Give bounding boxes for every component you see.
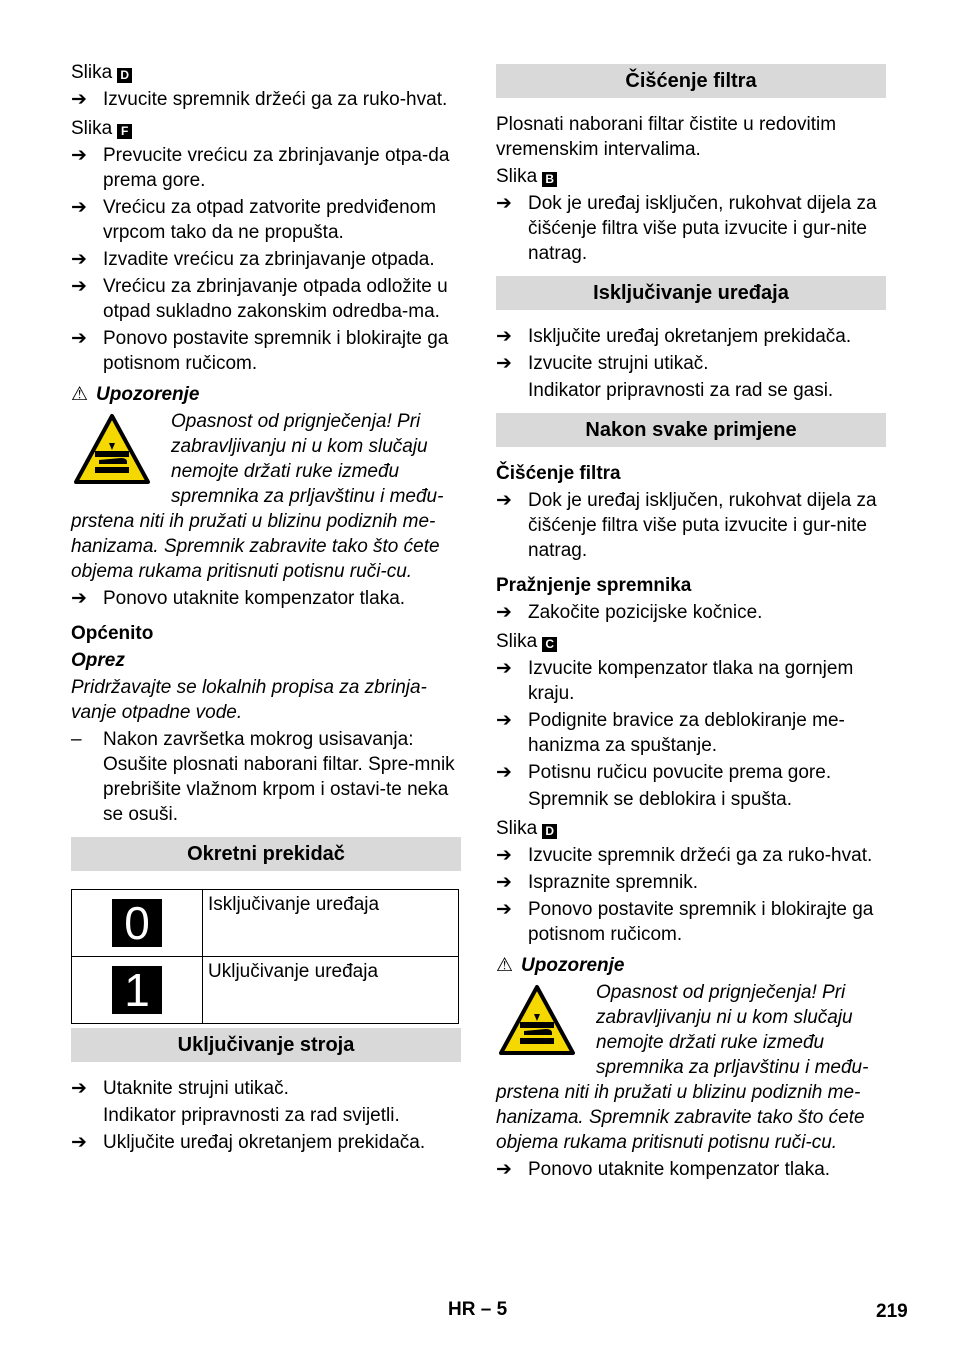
figure-ref-label: Slika: [496, 166, 538, 187]
list-item-text: Vrećicu za zbrinjavanje otpada odložite u otpad sukladno zakonskim odredba-ma.: [103, 276, 448, 322]
figure-letter-badge: D: [542, 824, 557, 839]
switch-label-cell: Isključivanje uređaja: [203, 890, 459, 957]
caution-text: Pridržavajte se lokalnih propisa za zbrinja-vanje otpadne vode.: [71, 677, 427, 723]
warning-title-text: Upozorenje: [521, 955, 625, 976]
arrow-right-icon: ➔: [71, 89, 87, 110]
switch-symbol-cell: [72, 957, 203, 1024]
subheading-emptying: Pražnjenje spremnika: [496, 575, 692, 596]
arrow-right-icon: ➔: [496, 326, 512, 347]
hand-crush-hazard-icon: [73, 413, 151, 485]
paragraph: Plosnati naborani filtar čistite u redovitim vremenskim intervalima.: [496, 114, 837, 160]
list-item: [496, 324, 886, 349]
list-item: [71, 1130, 461, 1155]
figure-ref: [496, 162, 886, 189]
list-item: [496, 760, 886, 785]
arrow-right-icon: ➔: [496, 490, 512, 511]
arrow-right-icon: ➔: [71, 276, 87, 297]
figure-ref: [496, 627, 886, 654]
list-item-text: Utaknite strujni utikač.: [103, 1078, 289, 1099]
list-item: [71, 1076, 461, 1101]
arrow-right-icon: ➔: [71, 197, 87, 218]
section-heading-turn-on: Uključivanje stroja: [71, 1028, 461, 1062]
figure-letter-badge: B: [542, 172, 557, 187]
list-item-text: Prevucite vrećicu za zbrinjavanje otpa-da prema gore.: [103, 145, 450, 191]
list-item: [71, 87, 461, 112]
section-heading-rotary-switch: Okretni prekidač: [71, 837, 461, 871]
switch-table: [71, 889, 459, 1024]
subheading-filter-cleaning: Čišćenje filtra: [496, 463, 621, 484]
figure-letter-badge: F: [117, 124, 132, 139]
list-item-text: Zakočite pozicijske kočnice.: [528, 602, 763, 623]
section-heading-after-use: Nakon svake primjene: [496, 413, 886, 447]
list-item-text: Podignite bravice za deblokiranje me-hanizma za spuštanje.: [528, 710, 845, 756]
list-item: [496, 708, 886, 758]
switch-symbol-cell: [72, 890, 203, 957]
figure-ref: [71, 114, 461, 141]
figure-ref: [71, 58, 461, 85]
table-row: [72, 957, 459, 1024]
list-item: [496, 656, 886, 706]
arrow-right-icon: ➔: [71, 1078, 87, 1099]
figure-letter-badge: D: [117, 68, 132, 83]
list-item-text: Izvucite strujni utikač.: [528, 353, 709, 374]
list-item: [496, 600, 886, 625]
arrow-right-icon: ➔: [71, 588, 87, 609]
arrow-right-icon: ➔: [71, 1132, 87, 1153]
figure-letter-badge: C: [542, 637, 557, 652]
arrow-right-icon: ➔: [71, 328, 87, 349]
info-text: Indikator pripravnosti za rad svijetli.: [103, 1105, 400, 1126]
figure-ref-label: Slika: [496, 818, 538, 839]
list-item-text: Ponovo postavite spremnik i blokirajte ga potisnom ručicom.: [103, 328, 449, 374]
list-item: [496, 191, 886, 266]
list-item-text: Vrećicu za otpad zatvorite predviđenom vrpcom tako da ne propušta.: [103, 197, 437, 243]
warning-title: [496, 953, 886, 978]
subheading-general: Općenito: [71, 623, 154, 644]
table-row: [72, 890, 459, 957]
arrow-right-icon: ➔: [496, 1159, 512, 1180]
list-item-text: Dok je uređaj isključen, rukohvat dijela za čišćenje filtra više puta izvucite i gur-nite natrag.: [528, 490, 877, 561]
arrow-right-icon: ➔: [496, 762, 512, 783]
warning-title: [71, 382, 461, 407]
warning-triangle-icon: ⚠: [496, 955, 514, 976]
list-item: [496, 843, 886, 868]
list-item-text: Izvucite kompenzator tlaka na gornjem kraju.: [528, 658, 854, 704]
arrow-right-icon: ➔: [496, 872, 512, 893]
list-item: [496, 897, 886, 947]
hand-crush-hazard-icon: [498, 984, 576, 1056]
arrow-right-icon: ➔: [496, 845, 512, 866]
list-item-text: Ponovo postavite spremnik i blokirajte ga potisnom ručicom.: [528, 899, 874, 945]
figure-ref: [496, 814, 886, 841]
arrow-right-icon: ➔: [496, 710, 512, 731]
list-item-text: Isključite uređaj okretanjem prekidača.: [528, 326, 852, 347]
list-item: [71, 195, 461, 245]
list-item-text: Potisnu ručicu povucite prema gore.: [528, 762, 832, 783]
list-item: [496, 488, 886, 563]
switch-off-symbol: 0: [112, 899, 162, 947]
arrow-right-icon: ➔: [496, 353, 512, 374]
footer-section-label: HR – 5: [448, 1299, 508, 1320]
arrow-right-icon: ➔: [71, 145, 87, 166]
list-item-text: Dok je uređaj isključen, rukohvat dijela za čišćenje filtra više puta izvucite i gur-nite natrag.: [528, 193, 877, 264]
caution-title: Oprez: [71, 650, 125, 671]
warning-triangle-icon: ⚠: [71, 384, 89, 405]
list-item: [496, 351, 886, 376]
arrow-right-icon: ➔: [496, 602, 512, 623]
arrow-right-icon: ➔: [496, 899, 512, 920]
list-item: [71, 326, 461, 376]
list-item: [71, 274, 461, 324]
list-item-text: Nakon završetka mokrog usisavanja: Osušite plosnati naborani filtar. Spre-mnik prebrišite vlažnom krpom i ostavi-te neka se osuši.: [103, 729, 455, 825]
list-item-text: Izvucite spremnik držeći ga za ruko-hvat.: [103, 89, 448, 110]
list-item: [71, 247, 461, 272]
figure-ref-label: Slika: [71, 62, 113, 83]
list-item-text: Ispraznite spremnik.: [528, 872, 699, 893]
warning-block: [71, 409, 461, 584]
info-text: Spremnik se deblokira i spušta.: [528, 789, 793, 810]
list-item: [496, 870, 886, 895]
warning-block: [496, 980, 886, 1155]
list-item-text: Ponovo utaknite kompenzator tlaka.: [528, 1159, 831, 1180]
list-item: [71, 586, 461, 611]
list-item: [496, 1157, 886, 1182]
switch-label-cell: Uključivanje uređaja: [203, 957, 459, 1024]
list-item: [71, 143, 461, 193]
arrow-right-icon: ➔: [71, 249, 87, 270]
figure-ref-label: Slika: [496, 631, 538, 652]
warning-text: Opasnost od prignječenja! Pri zabravljivanju ni u kom slučaju nemojte držati ruke između spremnika za prljavštinu i među-prstena niti ih pružati u blizinu podiznih me-hanizama. Spremnik zabravite tako što ćete objema rukama pritisnuti potisnu ruči-cu.: [71, 411, 444, 582]
arrow-right-icon: ➔: [496, 658, 512, 679]
info-text: Indikator pripravnosti za rad se gasi.: [528, 380, 834, 401]
section-heading-filter-cleaning: Čišćenje filtra: [496, 64, 886, 98]
dash-icon: –: [71, 729, 82, 750]
warning-text: Opasnost od prignječenja! Pri zabravljivanju ni u kom slučaju nemojte držati ruke između spremnika za prljavštinu i među-prstena niti ih pružati u blizinu podiznih me-hanizama. Spremnik zabravite tako što ćete objema rukama pritisnuti potisnu ruči-cu.: [496, 982, 869, 1153]
arrow-right-icon: ➔: [496, 193, 512, 214]
left-column: [71, 58, 461, 1157]
page-number: 219: [876, 1301, 908, 1322]
list-item-text: Uključite uređaj okretanjem prekidača.: [103, 1132, 426, 1153]
section-heading-turn-off: Isključivanje uređaja: [496, 276, 886, 310]
warning-title-text: Upozorenje: [96, 384, 200, 405]
list-item-text: Izvadite vrećicu za zbrinjavanje otpada.: [103, 249, 435, 270]
right-column: [496, 58, 886, 1184]
list-item-text: Ponovo utaknite kompenzator tlaka.: [103, 588, 406, 609]
list-item-text: Izvucite spremnik držeći ga za ruko-hvat.: [528, 845, 873, 866]
figure-ref-label: Slika: [71, 118, 113, 139]
list-item: [71, 727, 461, 827]
switch-on-symbol: 1: [112, 966, 162, 1014]
